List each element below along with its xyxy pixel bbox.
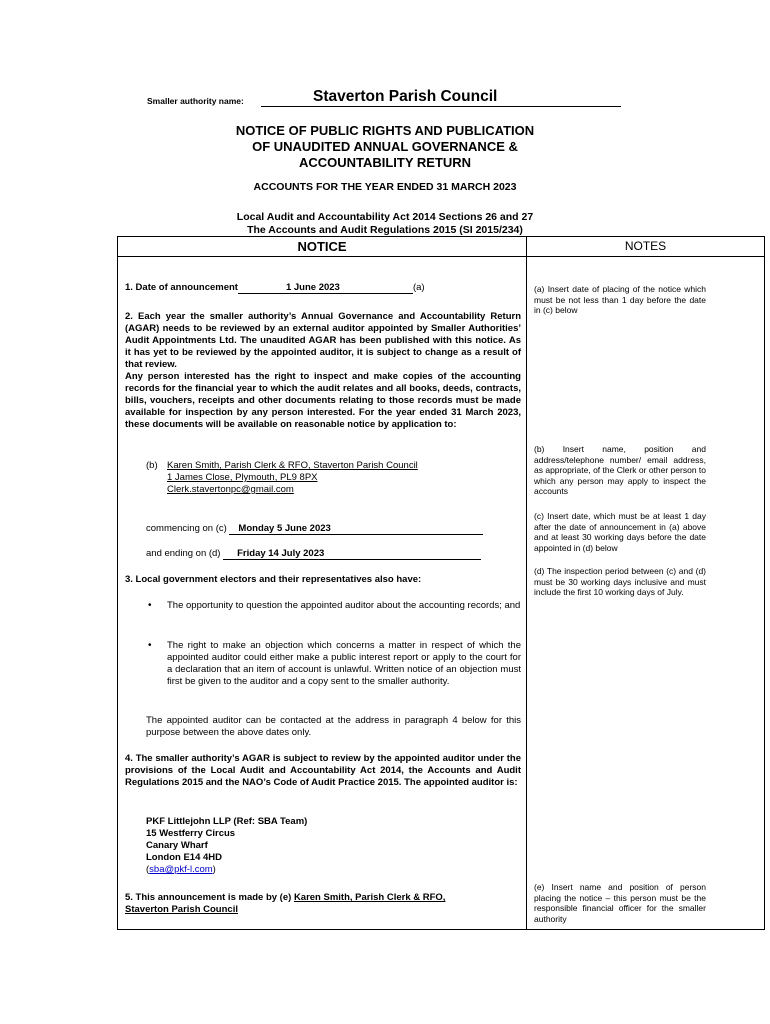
- contact-email: Clerk.stavertonpc@gmail.com: [167, 484, 294, 495]
- authority-name-field: Staverton Parish Council: [261, 88, 621, 107]
- commencing-row: [146, 523, 506, 535]
- auditor-area: Canary Wharf: [146, 840, 208, 851]
- authority-row: [147, 88, 627, 110]
- ending-label: and ending on (d): [146, 548, 221, 559]
- paragraph-2-rights: Any person interested has the right to inspect and make copies of the accounting records for the financial year to which the audit relates and all books, deeds, contracts, bills, vouchers, receipts and other documents relating to those records must be made available for inspection by any person interested. For the year ended 31 March 2023, these documents will be available on reasonable notice by application to:: [125, 371, 521, 430]
- notice-header: NOTICE: [297, 239, 347, 254]
- paragraph-3-heading: 3. Local government electors and their representatives also have:: [125, 574, 422, 585]
- commencing-label: commencing on (c): [146, 523, 227, 534]
- ending-field: [223, 548, 481, 560]
- title-line-2: OF UNAUDITED ANNUAL GOVERNANCE &: [252, 139, 518, 154]
- bullet-2-text: The right to make an objection which concerns a matter in respect of which the appointed auditor could either make a public interest report or apply to the court for a declaration that an item of account is unlawful. Written notice of an objection must first be given to the auditor and a copy sent to the smaller authority.: [167, 640, 521, 687]
- note-b: (b) Insert name, position and address/telephone number/ email address, as appropriate, of the Clerk or other person to which any person may apply to inspect the accounts: [534, 444, 706, 496]
- paragraph-4: 4. The smaller authority’s AGAR is subject to review by the appointed auditor under the provisions of the Local Audit and Accountability Act 2014, the Accounts and Audit Regulations 2015 and the NAO’s Code of Audit Practice 2015. The appointed auditor is:: [125, 753, 521, 788]
- contact-address: 1 James Close, Plymouth, PL9 8PX: [167, 472, 318, 483]
- acts-line-1: Local Audit and Accountability Act 2014 Sections 26 and 27: [236, 211, 534, 223]
- note-ref-b: (b): [146, 460, 158, 471]
- announcer-name-part-1: Karen Smith, Parish Clerk & RFO,: [293, 892, 446, 903]
- notice-title: [0, 123, 770, 171]
- commencing-field: [229, 523, 483, 535]
- contact-name: Karen Smith, Parish Clerk & RFO, Staverton Parish Council: [167, 460, 418, 471]
- header-divider: [118, 256, 764, 257]
- contact-block: [146, 460, 506, 496]
- note-a: (a) Insert date of placing of the notice which must be not less than 1 day before the date in (c) below: [534, 284, 706, 315]
- notice-table: [117, 236, 765, 930]
- paragraph-3-after: The appointed auditor can be contacted at the address in paragraph 4 below for this purpose between the above dates only.: [146, 715, 521, 738]
- paragraph-1: [125, 282, 521, 294]
- auditor-address: [146, 816, 506, 876]
- paragraph-2: [125, 311, 521, 431]
- auditor-postcode: London E14 4HD: [146, 852, 223, 863]
- note-d: (d) The inspection period between (c) and (d) must be 30 working days inclusive and must include the first 10 working days of July.: [534, 566, 706, 597]
- announcer-name-part-2: Staverton Parish Council: [125, 904, 238, 915]
- auditor-name: PKF Littlejohn LLP (Ref: SBA Team): [146, 816, 308, 827]
- note-c: (c) Insert date, which must be at least 1 day after the date of announcement in (a) above and at least 30 working days before the date appointed in (d) below: [534, 511, 706, 553]
- paragraph-2-intro: 2. Each year the smaller authority’s Annual Governance and Accountability Return (AGAR) needs to be reviewed by an external auditor appointed by Smaller Authorities’ Audit Appointments Ltd. The unaudited AGAR has been published with this notice. As it has yet to be reviewed by the appointed auditor, it is subject to change as a result of that review.: [125, 311, 521, 370]
- announcement-date-value: 1 June 2023: [285, 282, 340, 293]
- bullet-dot-1: •: [148, 600, 152, 611]
- accounts-subtitle: ACCOUNTS FOR THE YEAR ENDED 31 MARCH 2023: [253, 181, 517, 193]
- auditor-email-row: (sba@pkf-l.com): [146, 864, 216, 875]
- auditor-email-link[interactable]: sba@pkf-l.com: [149, 864, 213, 875]
- announcement-date-label: 1. Date of announcement: [125, 282, 238, 293]
- note-ref-a: (a): [412, 282, 425, 293]
- note-e: (e) Insert name and position of person placing the notice – this person must be the responsible financial officer for the smaller authority: [534, 882, 706, 924]
- title-line-1: NOTICE OF PUBLIC RIGHTS AND PUBLICATION: [235, 123, 535, 138]
- acts-reference: [0, 211, 770, 236]
- authority-label: Smaller authority name:: [147, 96, 244, 106]
- contact-lines: [146, 460, 506, 496]
- title-line-3: ACCOUNTABILITY RETURN: [298, 155, 472, 170]
- bullet-dot-2: •: [148, 640, 152, 651]
- auditor-street: 15 Westferry Circus: [146, 828, 236, 839]
- ending-row: [146, 548, 506, 560]
- bullet-1-text: The opportunity to question the appointed auditor about the accounting records; and: [167, 600, 521, 611]
- commencing-value: Monday 5 June 2023: [238, 523, 331, 534]
- notes-header: NOTES: [624, 239, 667, 253]
- announcement-date-field: [238, 282, 413, 294]
- ending-value: Friday 14 July 2023: [237, 548, 325, 559]
- acts-line-2: The Accounts and Audit Regulations 2015 (SI 2015/234): [247, 223, 523, 236]
- paragraph-5: [125, 892, 521, 916]
- paragraph-5-prefix: 5. This announcement is made by (e): [125, 892, 292, 903]
- column-divider: [526, 237, 527, 929]
